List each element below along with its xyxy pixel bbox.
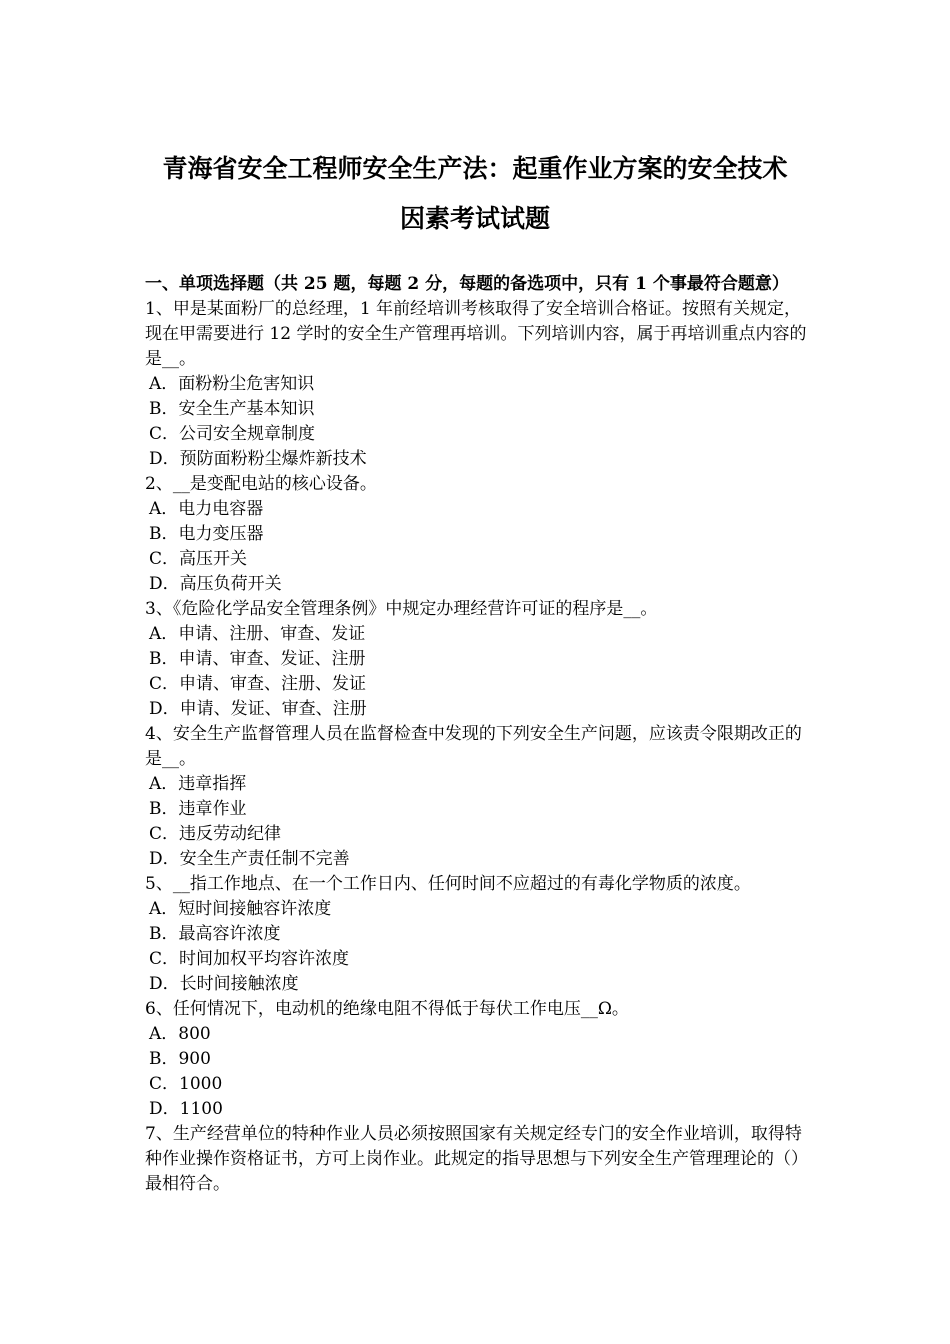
document-title-line-1: 青海省安全工程师安全生产法：起重作业方案的安全技术 bbox=[162, 154, 788, 183]
question-stem: 5、__指工作地点、在一个工作日内、任何时间不应超过的有毒化学物质的浓度。 bbox=[145, 874, 751, 894]
option-b: B．违章作业 bbox=[149, 799, 247, 819]
option-a: A．违章指挥 bbox=[149, 774, 247, 794]
option-list bbox=[145, 497, 815, 597]
question-7 bbox=[145, 1122, 815, 1197]
option-list bbox=[145, 622, 815, 722]
option-b: B．申请、审查、发证、注册 bbox=[149, 649, 366, 669]
option-d: D．长时间接触浓度 bbox=[149, 974, 299, 994]
question-5 bbox=[145, 872, 815, 997]
option-c: C．申请、审查、注册、发证 bbox=[149, 674, 367, 694]
section-heading: 一、单项选择题（共 25 题，每题 2 分，每题的备选项中，只有 1 个事最符合题意） bbox=[145, 274, 789, 294]
question-2 bbox=[145, 472, 815, 597]
option-d: D．申请、发证、审查、注册 bbox=[149, 699, 367, 719]
question-stem: 4、安全生产监督管理人员在监督检查中发现的下列安全生产问题，应该责令限期改正的是__。 bbox=[145, 724, 802, 769]
option-d: D．安全生产责任制不完善 bbox=[149, 849, 350, 869]
option-b: B．900 bbox=[149, 1049, 211, 1069]
option-b: B．安全生产基本知识 bbox=[149, 399, 315, 419]
option-d: D．高压负荷开关 bbox=[149, 574, 282, 594]
option-b: B．电力变压器 bbox=[149, 524, 264, 544]
option-a: A．短时间接触容许浓度 bbox=[149, 899, 332, 919]
question-1 bbox=[145, 297, 815, 472]
option-b: B．最高容许浓度 bbox=[149, 924, 281, 944]
option-d: D．预防面粉粉尘爆炸新技术 bbox=[149, 449, 367, 469]
question-stem: 7、生产经营单位的特种作业人员必须按照国家有关规定经专门的安全作业培训，取得特种作业操作资格证书，方可上岗作业。此规定的指导思想与下列安全生产管理理论的（）最相符合。 bbox=[145, 1124, 808, 1194]
question-stem: 2、__是变配电站的核心设备。 bbox=[145, 474, 377, 494]
option-c: C．1000 bbox=[149, 1074, 223, 1094]
question-stem: 3、《危险化学品安全管理条例》中规定办理经营许可证的程序是__。 bbox=[145, 599, 658, 619]
question-4 bbox=[145, 722, 815, 872]
option-c: C．公司安全规章制度 bbox=[149, 424, 316, 444]
option-c: C．违反劳动纪律 bbox=[149, 824, 282, 844]
question-3 bbox=[145, 597, 815, 722]
option-list bbox=[145, 372, 815, 472]
document-title-line-2: 因素考试试题 bbox=[399, 204, 550, 233]
option-a: A．申请、注册、审查、发证 bbox=[149, 624, 366, 644]
option-list bbox=[145, 1022, 815, 1122]
option-list bbox=[145, 772, 815, 872]
question-stem: 1、甲是某面粉厂的总经理，1 年前经培训考核取得了安全培训合格证。按照有关规定，现在甲需要进行 12 学时的安全生产管理再培训。下列培训内容，属于再培训重点内容的是__。 bbox=[145, 299, 807, 369]
option-list bbox=[145, 897, 815, 997]
question-6 bbox=[145, 997, 815, 1122]
option-a: A．面粉粉尘危害知识 bbox=[149, 374, 315, 394]
option-a: A．电力电容器 bbox=[149, 499, 264, 519]
option-a: A．800 bbox=[149, 1024, 211, 1044]
option-d: D．1100 bbox=[149, 1099, 223, 1119]
option-c: C．高压开关 bbox=[149, 549, 248, 569]
document-body bbox=[145, 272, 815, 1197]
option-c: C．时间加权平均容许浓度 bbox=[149, 949, 350, 969]
question-stem: 6、任何情况下，电动机的绝缘电阻不得低于每伏工作电压__Ω。 bbox=[145, 999, 629, 1019]
